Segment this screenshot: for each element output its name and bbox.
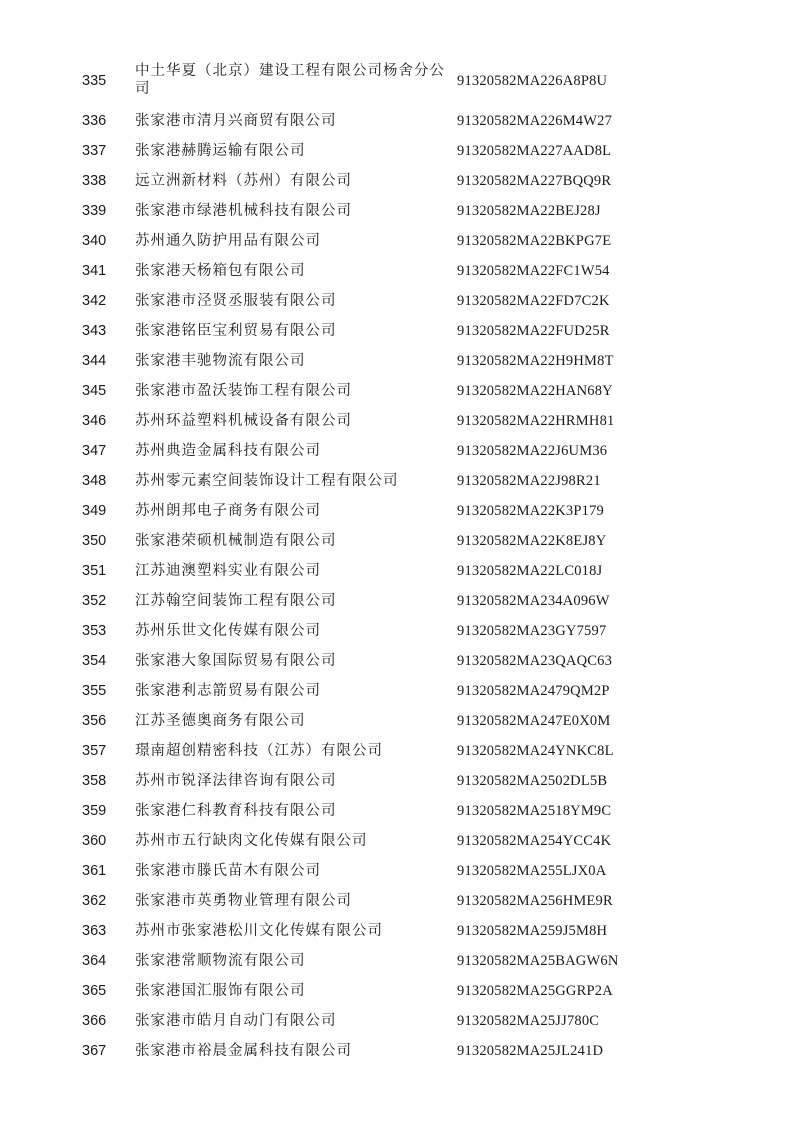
table-row — [82, 646, 722, 676]
row-number: 357 — [82, 743, 107, 759]
table-row — [82, 256, 722, 286]
table-row — [82, 346, 722, 376]
credit-code: 91320582MA22H9HM8T — [457, 353, 614, 369]
row-number: 350 — [82, 533, 107, 549]
row-number: 352 — [82, 593, 107, 609]
table-row — [82, 676, 722, 706]
row-number: 347 — [82, 443, 107, 459]
company-name: 张家港市裕晨金属科技有限公司 — [135, 1043, 352, 1059]
credit-code: 91320582MA23QAQC63 — [457, 653, 613, 669]
company-name: 苏州零元素空间装饰设计工程有限公司 — [135, 473, 399, 489]
row-number: 337 — [82, 143, 107, 159]
credit-code: 91320582MA22J6UM36 — [457, 443, 608, 459]
table-row — [82, 286, 722, 316]
company-name: 苏州通久防护用品有限公司 — [135, 233, 321, 249]
table-row — [82, 916, 722, 946]
credit-code: 91320582MA22FUD25R — [457, 323, 610, 339]
credit-code: 91320582MA227BQQ9R — [457, 173, 612, 189]
table-row — [82, 106, 722, 136]
credit-code: 91320582MA22HRMH81 — [457, 413, 615, 429]
row-number: 339 — [82, 203, 107, 219]
row-number: 365 — [82, 983, 107, 999]
credit-code: 91320582MA25GGRP2A — [457, 983, 613, 999]
company-name: 苏州市五行缺肉文化传媒有限公司 — [135, 833, 368, 849]
credit-code: 91320582MA255LJX0A — [457, 863, 607, 879]
company-name: 张家港仁科教育科技有限公司 — [135, 803, 337, 819]
credit-code: 91320582MA22FC1W54 — [457, 263, 610, 279]
company-name: 张家港市英勇物业管理有限公司 — [135, 893, 352, 909]
company-name: 中土华夏（北京）建设工程有限公司杨舍分公司 — [135, 63, 445, 97]
credit-code: 91320582MA22K3P179 — [457, 503, 604, 519]
row-number: 338 — [82, 173, 107, 189]
credit-code: 91320582MA226M4W27 — [457, 113, 613, 129]
table-row — [82, 406, 722, 436]
company-name: 江苏迪澳塑料实业有限公司 — [135, 563, 321, 579]
company-name: 张家港市皓月自动门有限公司 — [135, 1013, 337, 1029]
table-row — [82, 616, 722, 646]
row-number: 358 — [82, 773, 107, 789]
company-name: 张家港市绿港机械科技有限公司 — [135, 203, 352, 219]
table-row — [82, 466, 722, 496]
credit-code: 91320582MA23GY7597 — [457, 623, 607, 639]
row-number: 366 — [82, 1013, 107, 1029]
company-name: 张家港国汇服饰有限公司 — [135, 983, 306, 999]
company-name: 苏州朗邦电子商务有限公司 — [135, 503, 321, 519]
credit-code: 91320582MA247E0X0M — [457, 713, 611, 729]
row-number: 341 — [82, 263, 107, 279]
table-row — [82, 856, 722, 886]
company-name: 江苏圣德奥商务有限公司 — [135, 713, 306, 729]
credit-code: 91320582MA22HAN68Y — [457, 383, 613, 399]
table-row — [82, 1006, 722, 1036]
credit-code: 91320582MA22BKPG7E — [457, 233, 612, 249]
company-name: 张家港天杨箱包有限公司 — [135, 263, 306, 279]
table-row — [82, 886, 722, 916]
table-row — [82, 706, 722, 736]
company-name: 张家港市盈沃装饰工程有限公司 — [135, 383, 352, 399]
credit-code: 91320582MA2502DL5B — [457, 773, 608, 789]
row-number: 349 — [82, 503, 107, 519]
company-name: 苏州典造金属科技有限公司 — [135, 443, 321, 459]
table-row — [82, 586, 722, 616]
row-number: 361 — [82, 863, 107, 879]
company-name: 张家港市泾贤丞服装有限公司 — [135, 293, 337, 309]
row-number: 340 — [82, 233, 107, 249]
row-number: 356 — [82, 713, 107, 729]
table-row — [82, 436, 722, 466]
credit-code: 91320582MA259J5M8H — [457, 923, 608, 939]
company-name: 张家港赫腾运输有限公司 — [135, 143, 306, 159]
company-name: 远立洲新材料（苏州）有限公司 — [135, 173, 352, 189]
row-number: 367 — [82, 1043, 107, 1059]
row-number: 344 — [82, 353, 107, 369]
row-number: 343 — [82, 323, 107, 339]
company-name: 苏州市张家港松川文化传媒有限公司 — [135, 923, 383, 939]
row-number: 348 — [82, 473, 107, 489]
table-row — [82, 60, 722, 106]
credit-code: 91320582MA254YCC4K — [457, 833, 612, 849]
credit-code: 91320582MA25BAGW6N — [457, 953, 619, 969]
row-number: 345 — [82, 383, 107, 399]
table-row — [82, 976, 722, 1006]
table-row — [82, 946, 722, 976]
company-name: 张家港丰驰物流有限公司 — [135, 353, 306, 369]
credit-code: 91320582MA25JL241D — [457, 1043, 604, 1059]
row-number: 360 — [82, 833, 107, 849]
company-name: 张家港利志箭贸易有限公司 — [135, 683, 321, 699]
credit-code: 91320582MA234A096W — [457, 593, 610, 609]
row-number: 335 — [82, 73, 107, 89]
table-row — [82, 136, 722, 166]
row-number: 364 — [82, 953, 107, 969]
row-number: 363 — [82, 923, 107, 939]
company-name: 江苏翰空间装饰工程有限公司 — [135, 593, 337, 609]
company-name: 张家港铭臣宝利贸易有限公司 — [135, 323, 337, 339]
table-row — [82, 766, 722, 796]
table-row — [82, 526, 722, 556]
row-number: 353 — [82, 623, 107, 639]
table-row — [82, 196, 722, 226]
row-number: 355 — [82, 683, 107, 699]
row-number: 362 — [82, 893, 107, 909]
company-list-table — [82, 60, 722, 1066]
table-row — [82, 826, 722, 856]
credit-code: 91320582MA22LC018J — [457, 563, 603, 579]
credit-code: 91320582MA226A8P8U — [457, 73, 608, 89]
row-number: 359 — [82, 803, 107, 819]
credit-code: 91320582MA2518YM9C — [457, 803, 612, 819]
table-row — [82, 736, 722, 766]
credit-code: 91320582MA227AAD8L — [457, 143, 612, 159]
table-row — [82, 226, 722, 256]
company-name: 张家港常顺物流有限公司 — [135, 953, 306, 969]
row-number: 336 — [82, 113, 107, 129]
company-name: 张家港大象国际贸易有限公司 — [135, 653, 337, 669]
row-number: 354 — [82, 653, 107, 669]
row-number: 346 — [82, 413, 107, 429]
table-row — [82, 166, 722, 196]
credit-code: 91320582MA24YNKC8L — [457, 743, 614, 759]
credit-code: 91320582MA22K8EJ8Y — [457, 533, 607, 549]
credit-code: 91320582MA2479QM2P — [457, 683, 610, 699]
table-row — [82, 556, 722, 586]
row-number: 342 — [82, 293, 107, 309]
company-name: 张家港荣硕机械制造有限公司 — [135, 533, 337, 549]
company-name: 张家港市滕氏苗木有限公司 — [135, 863, 321, 879]
table-row — [82, 796, 722, 826]
table-row — [82, 496, 722, 526]
credit-code: 91320582MA22FD7C2K — [457, 293, 610, 309]
company-name: 苏州环益塑料机械设备有限公司 — [135, 413, 352, 429]
row-number: 351 — [82, 563, 107, 579]
credit-code: 91320582MA22BEJ28J — [457, 203, 601, 219]
company-name: 璟南超创精密科技（江苏）有限公司 — [135, 743, 383, 759]
table-row — [82, 316, 722, 346]
credit-code: 91320582MA25JJ780C — [457, 1013, 600, 1029]
table-row — [82, 376, 722, 406]
company-name: 苏州乐世文化传媒有限公司 — [135, 623, 321, 639]
company-name: 张家港市清月兴商贸有限公司 — [135, 113, 337, 129]
table-row — [82, 1036, 722, 1066]
company-name: 苏州市锐泽法律咨询有限公司 — [135, 773, 337, 789]
credit-code: 91320582MA256HME9R — [457, 893, 613, 909]
credit-code: 91320582MA22J98R21 — [457, 473, 601, 489]
